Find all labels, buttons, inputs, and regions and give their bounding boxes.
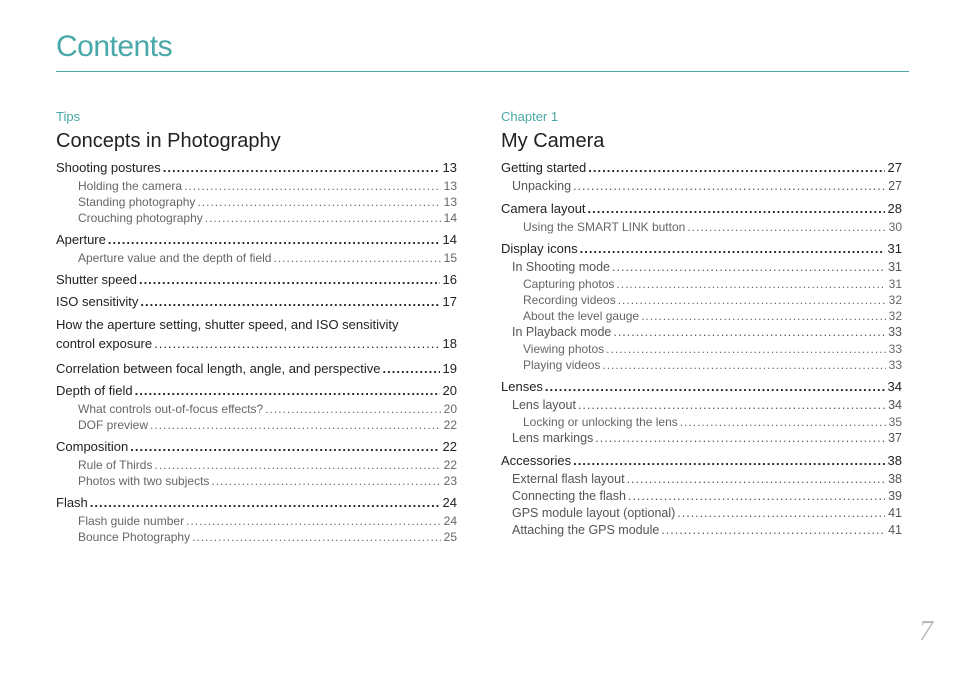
toc-entry-page: 33 — [888, 342, 902, 356]
toc-entry[interactable] — [501, 471, 902, 488]
toc-entry-title: GPS module layout (optional) — [512, 506, 676, 520]
toc-entry-title: Composition — [56, 439, 129, 454]
toc-entry-page: 25 — [443, 530, 457, 544]
toc-entry-title: Unpacking — [512, 179, 572, 193]
toc-entry-title: In Playback mode — [512, 325, 612, 339]
toc-entry-title: Viewing photos — [523, 342, 605, 356]
toc-entry-page: 34 — [888, 398, 902, 412]
section-kicker: Chapter 1 — [501, 109, 559, 124]
toc-entry[interactable] — [56, 457, 457, 473]
toc-entry-page: 22 — [443, 458, 457, 472]
toc-entry-title: Aperture value and the depth of field — [78, 251, 272, 265]
toc-entry-title: Attaching the GPS module — [512, 523, 660, 537]
dot-leader — [154, 457, 440, 473]
toc-entry-page: 38 — [888, 472, 902, 486]
dot-leader — [265, 401, 440, 417]
toc-entry-title: Connecting the flash — [512, 489, 626, 503]
toc-entry[interactable] — [56, 473, 457, 489]
dot-leader — [627, 471, 886, 488]
dot-leader — [616, 276, 885, 292]
dot-leader — [612, 259, 885, 276]
toc-entry-page: 20 — [442, 383, 457, 398]
page-title: Contents — [56, 30, 173, 63]
toc-entry-page: 24 — [443, 514, 457, 528]
toc-entry[interactable] — [56, 294, 457, 310]
toc-entry-title: Photos with two subjects — [78, 474, 210, 488]
toc-entry-page: 39 — [888, 489, 902, 503]
toc-entry-title: How the aperture setting, shutter speed, and ISO sensitivity — [56, 317, 399, 332]
toc-entry-title: Lens markings — [512, 431, 594, 445]
toc-entry-title: Lens layout — [512, 398, 576, 412]
toc-entry-page: 27 — [888, 179, 902, 193]
toc-entry-title: Aperture — [56, 232, 106, 247]
toc-entry[interactable] — [501, 505, 902, 522]
toc-entry-title: External flash layout — [512, 472, 625, 486]
toc-entry-page: 20 — [443, 402, 457, 416]
toc-entry-title: Getting started — [501, 160, 587, 175]
toc-entry[interactable] — [501, 178, 902, 195]
toc-entry-page: 30 — [888, 220, 902, 234]
toc-entry-page: 13 — [443, 195, 457, 209]
dot-leader — [677, 505, 885, 522]
toc-entry-page: 33 — [888, 325, 902, 339]
toc-entry[interactable] — [56, 232, 457, 248]
toc-entry[interactable] — [501, 379, 902, 395]
title-rule — [56, 71, 909, 72]
dot-leader — [595, 430, 885, 447]
toc-entry-title: Camera layout — [501, 201, 586, 216]
toc-entry-title: Standing photography — [78, 195, 196, 209]
toc-entry[interactable] — [56, 401, 457, 417]
dot-leader — [154, 334, 439, 353]
toc-entry-page: 37 — [888, 431, 902, 445]
toc-entry-title: ISO sensitivity — [56, 294, 139, 309]
toc-entry[interactable] — [501, 276, 902, 292]
toc-entry[interactable] — [501, 324, 902, 341]
dot-leader — [139, 272, 440, 288]
toc-entry[interactable] — [56, 315, 457, 353]
dot-leader — [205, 210, 441, 226]
toc-entry-title: Shooting postures — [56, 160, 161, 175]
toc-entry[interactable] — [501, 357, 902, 373]
toc-entry[interactable] — [56, 361, 457, 377]
dot-leader — [573, 453, 884, 469]
dot-leader — [606, 341, 885, 357]
toc-entry-page: 32 — [888, 309, 902, 323]
toc-column-tips — [56, 109, 457, 545]
dot-leader — [186, 513, 441, 529]
toc-entry-title: Display icons — [501, 241, 578, 256]
dot-leader — [618, 292, 886, 308]
toc-entry-title: What controls out-of-focus effects? — [78, 402, 264, 416]
dot-leader — [135, 383, 440, 399]
toc-entry[interactable] — [56, 194, 457, 210]
toc-entry[interactable] — [56, 250, 457, 266]
toc-entry-page: 41 — [888, 523, 902, 537]
toc-entry[interactable] — [501, 397, 902, 414]
toc-entry-title: Playing videos — [523, 358, 601, 372]
dot-leader — [383, 361, 440, 377]
toc-entry[interactable] — [501, 259, 902, 276]
toc-entry-title: Locking or unlocking the lens — [523, 415, 678, 429]
toc-entry[interactable] — [56, 439, 457, 455]
dot-leader — [580, 241, 885, 257]
dot-leader — [108, 232, 440, 248]
toc-entry-title: Accessories — [501, 453, 572, 468]
toc-entry-title: Flash guide number — [78, 514, 185, 528]
dot-leader — [641, 308, 886, 324]
dot-leader — [90, 495, 440, 511]
dot-leader — [588, 160, 884, 176]
toc-entry-title: Crouching photography — [78, 211, 203, 225]
toc-entry-page: 14 — [443, 211, 457, 225]
dot-leader — [130, 439, 439, 455]
toc-entry-page: 33 — [888, 358, 902, 372]
toc-entry-title: In Shooting mode — [512, 260, 610, 274]
dot-leader — [687, 219, 885, 235]
toc-entry-page: 16 — [442, 272, 457, 287]
toc-entry-page: 27 — [887, 160, 902, 175]
toc-entry-page: 19 — [442, 361, 457, 376]
toc-entry-title: Recording videos — [523, 293, 616, 307]
toc-entry[interactable] — [501, 241, 902, 257]
toc-entry[interactable] — [501, 453, 902, 469]
dot-leader — [163, 160, 440, 176]
toc-entry-page: 17 — [442, 294, 457, 309]
toc-entry-page: 22 — [442, 439, 457, 454]
dot-leader — [150, 417, 441, 433]
toc-entry[interactable] — [56, 529, 457, 545]
toc-entry[interactable] — [56, 210, 457, 226]
section-title: Concepts in Photography — [56, 130, 281, 152]
dot-leader — [211, 473, 440, 489]
toc-entry-page: 22 — [443, 418, 457, 432]
toc-entry[interactable] — [56, 178, 457, 194]
dot-leader — [661, 522, 885, 539]
dot-leader — [197, 194, 440, 210]
toc-entry[interactable] — [501, 201, 902, 217]
toc-entry[interactable] — [56, 513, 457, 529]
dot-leader — [192, 529, 441, 545]
toc-entry[interactable] — [501, 430, 902, 447]
dot-leader — [184, 178, 441, 194]
toc-entry-title: Depth of field — [56, 383, 133, 398]
toc-entry-title: Shutter speed — [56, 272, 137, 287]
toc-entry-title: Using the SMART LINK button — [523, 220, 686, 234]
toc-entry-title: Rule of Thirds — [78, 458, 153, 472]
toc-entry[interactable] — [501, 488, 902, 505]
toc-entry[interactable] — [501, 522, 902, 539]
toc-entry-page: 15 — [443, 251, 457, 265]
toc-entry-title: Lenses — [501, 379, 543, 394]
dot-leader — [613, 324, 885, 341]
toc-entry-page: 24 — [442, 495, 457, 510]
page-number: 7 — [919, 616, 933, 647]
toc-entry-page: 14 — [442, 232, 457, 247]
toc-entry[interactable] — [501, 292, 902, 308]
toc-entry-page: 13 — [443, 179, 457, 193]
toc-entry[interactable] — [501, 308, 902, 324]
section-title: My Camera — [501, 130, 605, 152]
toc-entry-page: 31 — [888, 277, 902, 291]
toc-entry-page: 41 — [888, 506, 902, 520]
toc-entry[interactable] — [56, 272, 457, 288]
toc-entry-title: Capturing photos — [523, 277, 615, 291]
toc-entry-page: 23 — [443, 474, 457, 488]
toc-entry-page: 32 — [888, 293, 902, 307]
toc-entry-page: 31 — [888, 260, 902, 274]
toc-entry[interactable] — [501, 219, 902, 235]
dot-leader — [273, 250, 440, 266]
dot-leader — [602, 357, 885, 373]
toc-entry-title: Bounce Photography — [78, 530, 191, 544]
toc-entry[interactable] — [56, 160, 457, 176]
toc-entry-title: About the level gauge — [523, 309, 640, 323]
dot-leader — [140, 294, 439, 310]
section-kicker: Tips — [56, 109, 81, 124]
toc-entry[interactable] — [56, 495, 457, 511]
toc-entry-page: 18 — [442, 336, 457, 351]
toc-entry-title-continued: control exposure — [56, 336, 153, 351]
dot-leader — [573, 178, 885, 195]
toc-entry-page: 28 — [887, 201, 902, 216]
toc-entry-title: DOF preview — [78, 418, 149, 432]
toc-entry[interactable] — [501, 160, 902, 176]
dot-leader — [628, 488, 885, 505]
toc-entry-page: 13 — [442, 160, 457, 175]
dot-leader — [588, 201, 885, 217]
toc-entry[interactable] — [501, 414, 902, 430]
toc-entry[interactable] — [501, 341, 902, 357]
toc-entry-page: 35 — [888, 415, 902, 429]
toc-entry-page: 38 — [887, 453, 902, 468]
toc-entry-title: Flash — [56, 495, 88, 510]
toc-entry[interactable] — [56, 383, 457, 399]
toc-entry-page: 34 — [887, 379, 902, 394]
toc-entry[interactable] — [56, 417, 457, 433]
dot-leader — [680, 414, 886, 430]
toc-column-chapter-1 — [501, 109, 902, 539]
dot-leader — [545, 379, 885, 395]
toc-entry-page: 31 — [887, 241, 902, 256]
dot-leader — [578, 397, 885, 414]
toc-entry-title: Holding the camera — [78, 179, 183, 193]
toc-entry-title: Correlation between focal length, angle, and perspective — [56, 361, 381, 376]
